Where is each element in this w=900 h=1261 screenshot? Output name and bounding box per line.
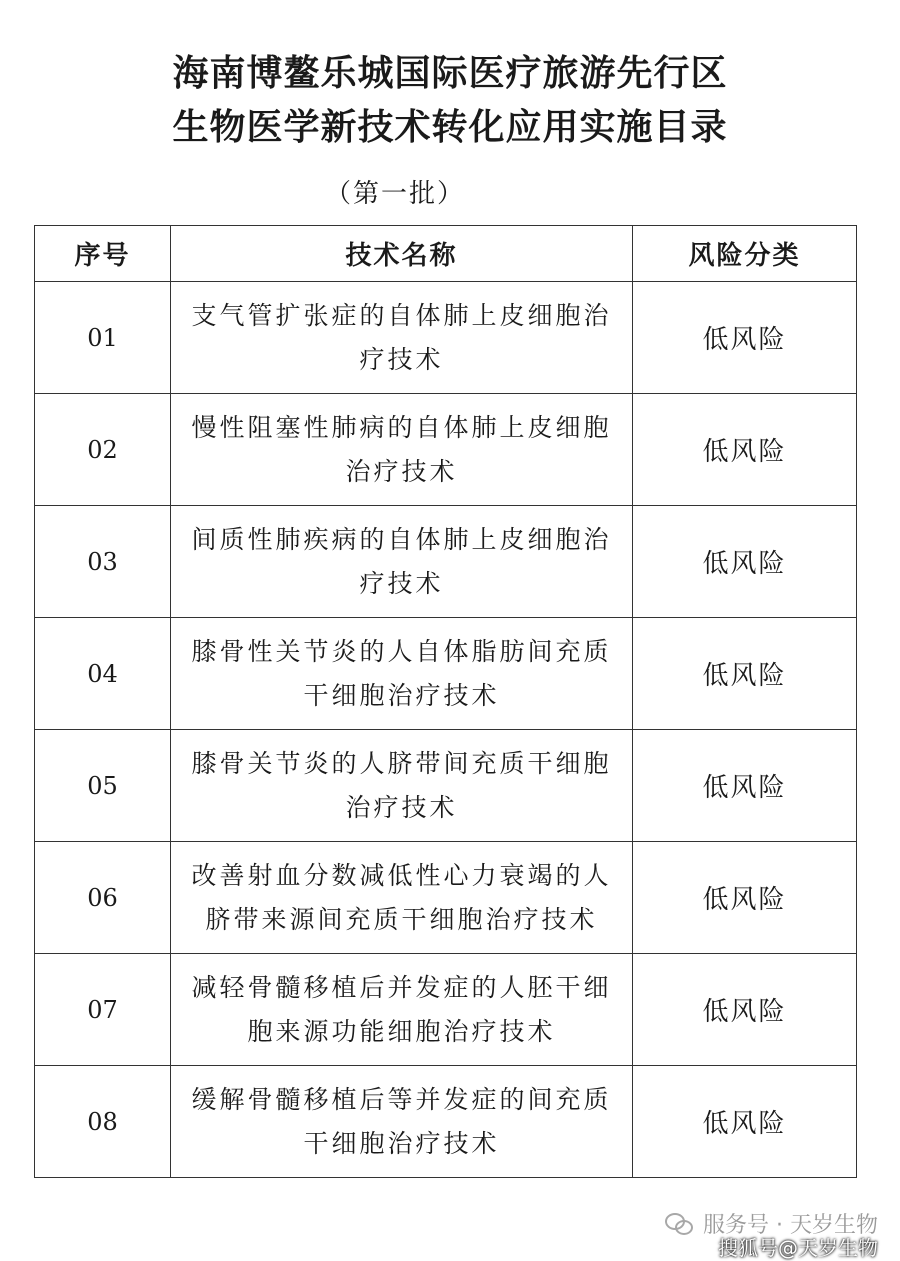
row-risk: 低风险: [633, 506, 857, 618]
batch-label: （第一批）: [324, 179, 465, 209]
row-risk: 低风险: [633, 282, 857, 394]
row-number: 03: [35, 506, 171, 618]
row-risk: 低风险: [633, 618, 857, 730]
catalog-table: [34, 225, 857, 1178]
header-risk: 风险分类: [633, 226, 857, 282]
row-name-cell: [171, 282, 633, 394]
row-number: 07: [35, 954, 171, 1066]
row-number: 05: [35, 730, 171, 842]
document-title-line1: 海南博鳌乐城国际医疗旅游先行区: [172, 53, 728, 94]
document-title-line2: 生物医学新技术转化应用实施目录: [172, 107, 728, 148]
row-risk: 低风险: [633, 730, 857, 842]
row-name-cell: [171, 954, 633, 1066]
header-number: 序号: [35, 226, 171, 282]
table-row: [35, 1066, 857, 1178]
row-number: 08: [35, 1066, 171, 1178]
row-number: 04: [35, 618, 171, 730]
row-name: 间质性肺疾病的自体肺上皮细胞治疗技术: [191, 524, 612, 598]
header-name: 技术名称: [171, 226, 633, 282]
row-name: 膝骨性关节炎的人自体脂肪间充质干细胞治疗技术: [191, 636, 612, 710]
row-name: 减轻骨髓移植后并发症的人胚干细胞来源功能细胞治疗技术: [191, 972, 612, 1046]
table-header-row: [35, 226, 857, 282]
row-name: 慢性阻塞性肺病的自体肺上皮细胞治疗技术: [191, 412, 612, 486]
row-risk: 低风险: [633, 954, 857, 1066]
row-number: 01: [35, 282, 171, 394]
row-risk: 低风险: [633, 842, 857, 954]
row-risk: 低风险: [633, 1066, 857, 1178]
row-name: 改善射血分数减低性心力衰竭的人脐带来源间充质干细胞治疗技术: [191, 860, 612, 934]
wechat-icon: [665, 1213, 693, 1235]
row-name: 缓解骨髓移植后等并发症的间充质干细胞治疗技术: [191, 1084, 612, 1158]
row-risk: 低风险: [633, 394, 857, 506]
row-name: 膝骨关节炎的人脐带间充质干细胞治疗技术: [191, 748, 612, 822]
table-row: [35, 842, 857, 954]
table-row: [35, 618, 857, 730]
table-row: [35, 506, 857, 618]
watermark-service-text: 服务号 · 天岁生物: [703, 1213, 878, 1238]
row-number: 06: [35, 842, 171, 954]
watermark-sohu: 搜狐号@天岁生物: [718, 1236, 878, 1260]
table-row: [35, 394, 857, 506]
row-name-cell: [171, 730, 633, 842]
table-row: [35, 282, 857, 394]
row-name-cell: [171, 1066, 633, 1178]
row-name: 支气管扩张症的自体肺上皮细胞治疗技术: [191, 300, 612, 374]
table-row: [35, 954, 857, 1066]
table-row: [35, 730, 857, 842]
row-name-cell: [171, 842, 633, 954]
row-name-cell: [171, 394, 633, 506]
row-name-cell: [171, 506, 633, 618]
row-number: 02: [35, 394, 171, 506]
row-name-cell: [171, 618, 633, 730]
